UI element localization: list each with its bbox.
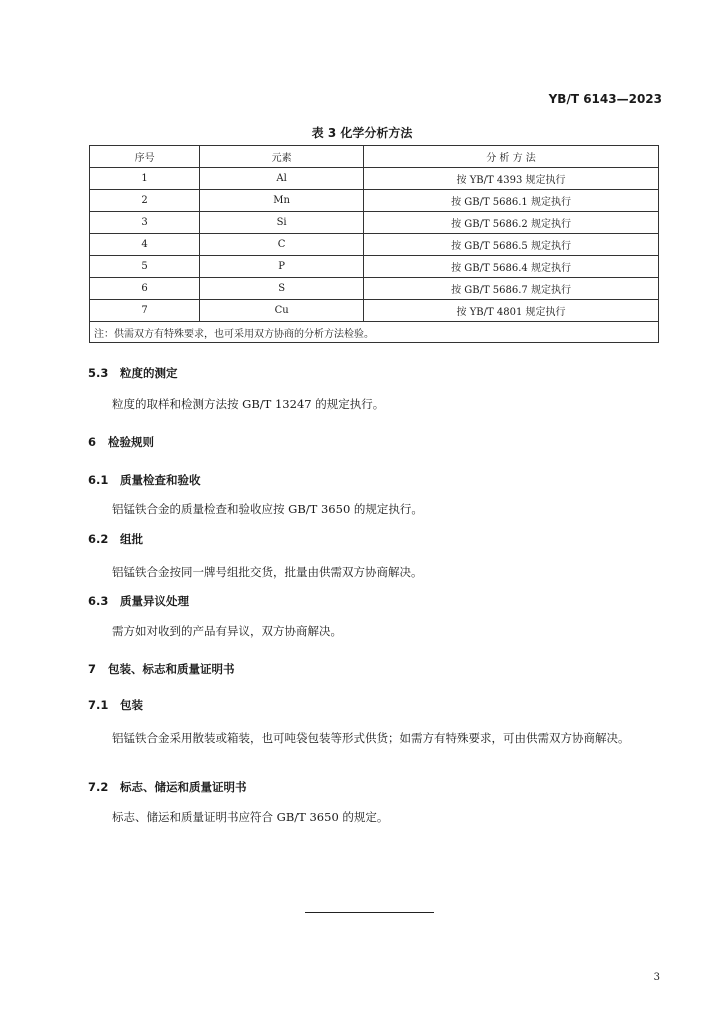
- document-code: YB/T 6143—2023: [548, 92, 662, 106]
- cell-no: 2: [90, 190, 200, 212]
- section-number: 7: [88, 662, 97, 676]
- cell-element: Mn: [200, 190, 364, 212]
- cell-element: Si: [200, 212, 364, 234]
- cell-no: 5: [90, 256, 200, 278]
- table-row: [90, 190, 659, 212]
- cell-method: 按 YB/T 4801 规定执行: [364, 300, 659, 322]
- chemical-analysis-table: [89, 145, 659, 343]
- cell-method: 按 GB/T 5686.5 规定执行: [364, 234, 659, 256]
- section-heading: [88, 661, 235, 677]
- table-row: [90, 256, 659, 278]
- cell-no: 3: [90, 212, 200, 234]
- end-rule: [305, 912, 434, 913]
- cell-method: 按 GB/T 5686.7 规定执行: [364, 278, 659, 300]
- cell-no: 7: [90, 300, 200, 322]
- table-note: 注：供需双方有特殊要求，也可采用双方协商的分析方法检验。: [90, 322, 659, 343]
- section-title: 检验规则: [108, 435, 154, 449]
- table-row: [90, 300, 659, 322]
- table-header-row: [90, 146, 659, 168]
- section-title: 粒度的测定: [120, 366, 178, 380]
- table-row: [90, 212, 659, 234]
- section-paragraph: 粒度的取样和检测方法按 GB/T 13247 的规定执行。: [112, 397, 385, 411]
- table-row: [90, 234, 659, 256]
- section-title: 质量检查和验收: [120, 473, 201, 487]
- section-heading: [88, 779, 247, 795]
- section-number: 6.3: [88, 594, 109, 608]
- cell-element: P: [200, 256, 364, 278]
- header-method: 分 析 方 法: [364, 146, 659, 168]
- header-element: 元素: [200, 146, 364, 168]
- header-no: 序号: [90, 146, 200, 168]
- section-title: 包装、标志和质量证明书: [108, 662, 235, 676]
- table-title: 表 3 化学分析方法: [311, 126, 413, 140]
- section-number: 5.3: [88, 366, 109, 380]
- section-number: 6: [88, 435, 97, 449]
- cell-method: 按 GB/T 5686.4 规定执行: [364, 256, 659, 278]
- section-heading: [88, 365, 178, 381]
- section-heading: [88, 531, 143, 547]
- page-number: 3: [653, 972, 660, 983]
- section-paragraph: 铝锰铁合金采用散装或箱装，也可吨袋包装等形式供货；如需方有特殊要求，可由供需双方协商解决。: [112, 731, 630, 745]
- cell-element: C: [200, 234, 364, 256]
- section-number: 6.2: [88, 532, 109, 546]
- cell-method: 按 GB/T 5686.2 规定执行: [364, 212, 659, 234]
- section-number: 7.2: [88, 780, 109, 794]
- section-title: 组批: [120, 532, 143, 546]
- section-title: 质量异议处理: [120, 594, 189, 608]
- cell-element: Cu: [200, 300, 364, 322]
- cell-no: 4: [90, 234, 200, 256]
- section-heading: [88, 593, 189, 609]
- section-title: 标志、储运和质量证明书: [120, 780, 247, 794]
- section-paragraph: 标志、储运和质量证明书应符合 GB/T 3650 的规定。: [112, 810, 389, 824]
- section-number: 6.1: [88, 473, 109, 487]
- section-heading: [88, 434, 154, 450]
- cell-no: 1: [90, 168, 200, 190]
- cell-element: S: [200, 278, 364, 300]
- section-number: 7.1: [88, 698, 109, 712]
- table-row: [90, 168, 659, 190]
- cell-no: 6: [90, 278, 200, 300]
- section-paragraph: 铝锰铁合金按同一牌号组批交货，批量由供需双方协商解决。: [112, 565, 423, 579]
- section-title: 包装: [120, 698, 143, 712]
- section-heading: [88, 472, 201, 488]
- cell-method: 按 GB/T 5686.1 规定执行: [364, 190, 659, 212]
- cell-method: 按 YB/T 4393 规定执行: [364, 168, 659, 190]
- table-row: [90, 278, 659, 300]
- section-paragraph: 铝锰铁合金的质量检查和验收应按 GB/T 3650 的规定执行。: [112, 502, 423, 516]
- section-paragraph: 需方如对收到的产品有异议，双方协商解决。: [112, 624, 342, 638]
- table-note-row: [90, 322, 659, 343]
- cell-element: Al: [200, 168, 364, 190]
- section-heading: [88, 697, 143, 713]
